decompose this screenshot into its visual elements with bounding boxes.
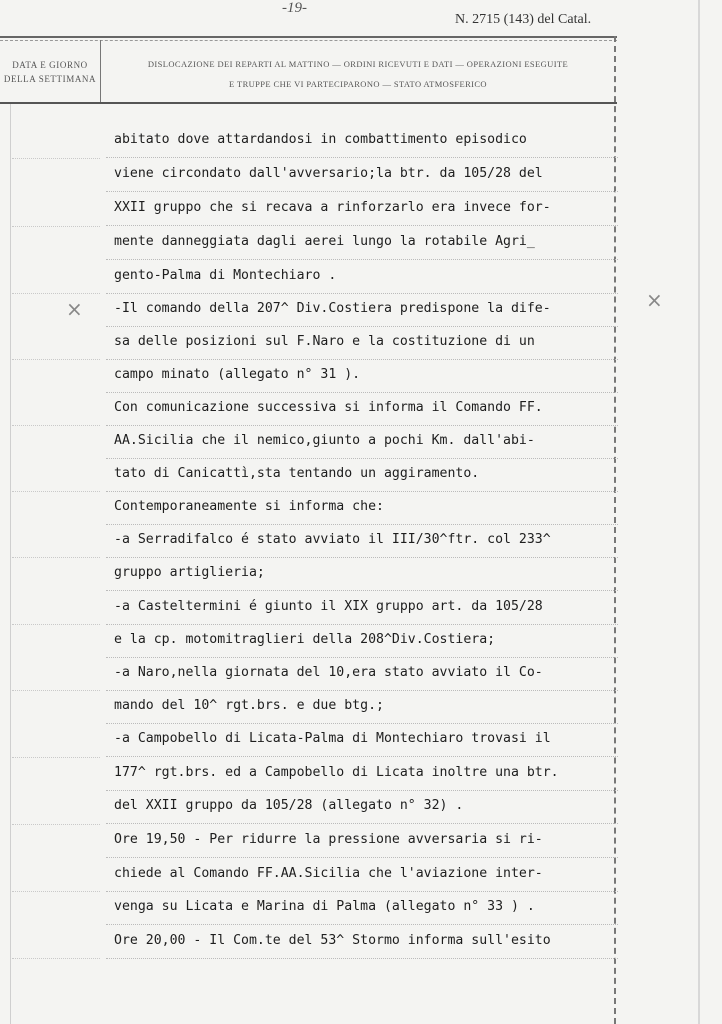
text-line: -a Naro,nella giornata del 10,era stato avviato il Co- <box>114 663 614 683</box>
date-column-rule <box>12 293 100 294</box>
text-line: Ore 19,50 - Per ridurre la pressione avversaria si ri- <box>114 830 614 850</box>
header-column-separator <box>100 40 101 102</box>
text-line: -a Casteltermini é giunto il XIX gruppo art. da 105/28 <box>114 597 614 617</box>
header-content-label-2: E TRUPPE CHE VI PARTECIPARONO — STATO ATMOSFERICO <box>229 79 487 89</box>
text-line: del XXII gruppo da 105/28 (allegato n° 32) . <box>114 796 614 816</box>
text-line: Ore 20,00 - Il Com.te del 53^ Stormo informa sull'esito <box>114 931 614 951</box>
text-line: -a Serradifalco é stato avviato il III/30^ftr. col 233^ <box>114 530 614 550</box>
text-line: -Il comando della 207^ Div.Costiera predispone la dife- <box>114 299 614 319</box>
header-date-column <box>0 58 100 86</box>
text-line: XXII gruppo che si recava a rinforzarlo era invece for- <box>114 198 614 218</box>
right-margin-border <box>614 36 616 1024</box>
date-column-rule <box>12 824 100 825</box>
date-column-rule <box>12 359 100 360</box>
right-margin-cross-mark: × <box>646 288 663 312</box>
text-line: Contemporaneamente si informa che: <box>114 497 614 517</box>
text-line: sa delle posizioni sul F.Naro e la costituzione di un <box>114 332 614 352</box>
header-content-column <box>104 54 612 94</box>
date-column-rule <box>12 557 100 558</box>
date-column-rule <box>12 491 100 492</box>
date-column-rule <box>12 624 100 625</box>
date-column-rule <box>12 958 100 959</box>
header-bottom-rule <box>0 102 617 104</box>
date-column-rule <box>12 425 100 426</box>
text-line: gento-Palma di Montechiaro . <box>114 266 614 286</box>
text-line: abitato dove attardandosi in combattimento episodico <box>114 130 614 150</box>
text-line: campo minato (allegato n° 31 ). <box>114 365 614 385</box>
text-line: viene circondato dall'avversario;la btr. da 105/28 del <box>114 164 614 184</box>
date-column-rule <box>12 757 100 758</box>
header-date-label: DATA E GIORNO <box>12 60 88 70</box>
text-line: 177^ rgt.brs. ed a Campobello di Licata inoltre una btr. <box>114 763 614 783</box>
text-line: -a Campobello di Licata-Palma di Montechiaro trovasi il <box>114 729 614 749</box>
date-column-rule <box>12 158 100 159</box>
left-margin-cross-mark: × <box>66 297 83 321</box>
page-number: -19- <box>282 0 307 16</box>
header-content-label-1: DISLOCAZIONE DEI REPARTI AL MATTINO — ORDINI RICEVUTI E DATI — OPERAZIONI ESEGUITE <box>147 59 569 69</box>
text-line: tato di Canicattì,sta tentando un aggiramento. <box>114 464 614 484</box>
text-line: mando del 10^ rgt.brs. e due btg.; <box>114 696 614 716</box>
text-line: Con comunicazione successiva si informa il Comando FF. <box>114 398 614 418</box>
header-top-rule-dashed <box>0 40 617 41</box>
page-edge-line <box>698 0 700 1024</box>
date-column-rule <box>12 226 100 227</box>
date-column-rule <box>12 690 100 691</box>
text-line: mente danneggiata dagli aerei lungo la rotabile Agri_ <box>114 232 614 252</box>
date-column-line <box>10 104 11 1024</box>
text-line: chiede al Comando FF.AA.Sicilia che l'aviazione inter- <box>114 864 614 884</box>
catalog-reference: N. 2715 (143) del Catal. <box>455 12 592 27</box>
date-column-rule <box>12 891 100 892</box>
text-line: venga su Licata e Marina di Palma (allegato n° 33 ) . <box>114 897 614 917</box>
text-line: gruppo artiglieria; <box>114 563 614 583</box>
text-line: e la cp. motomitraglieri della 208^Div.Costiera; <box>114 630 614 650</box>
header-weekday-label: DELLA SETTIMANA <box>3 74 97 84</box>
header-top-rule <box>0 36 617 38</box>
text-line: AA.Sicilia che il nemico,giunto a pochi Km. dall'abi- <box>114 431 614 451</box>
